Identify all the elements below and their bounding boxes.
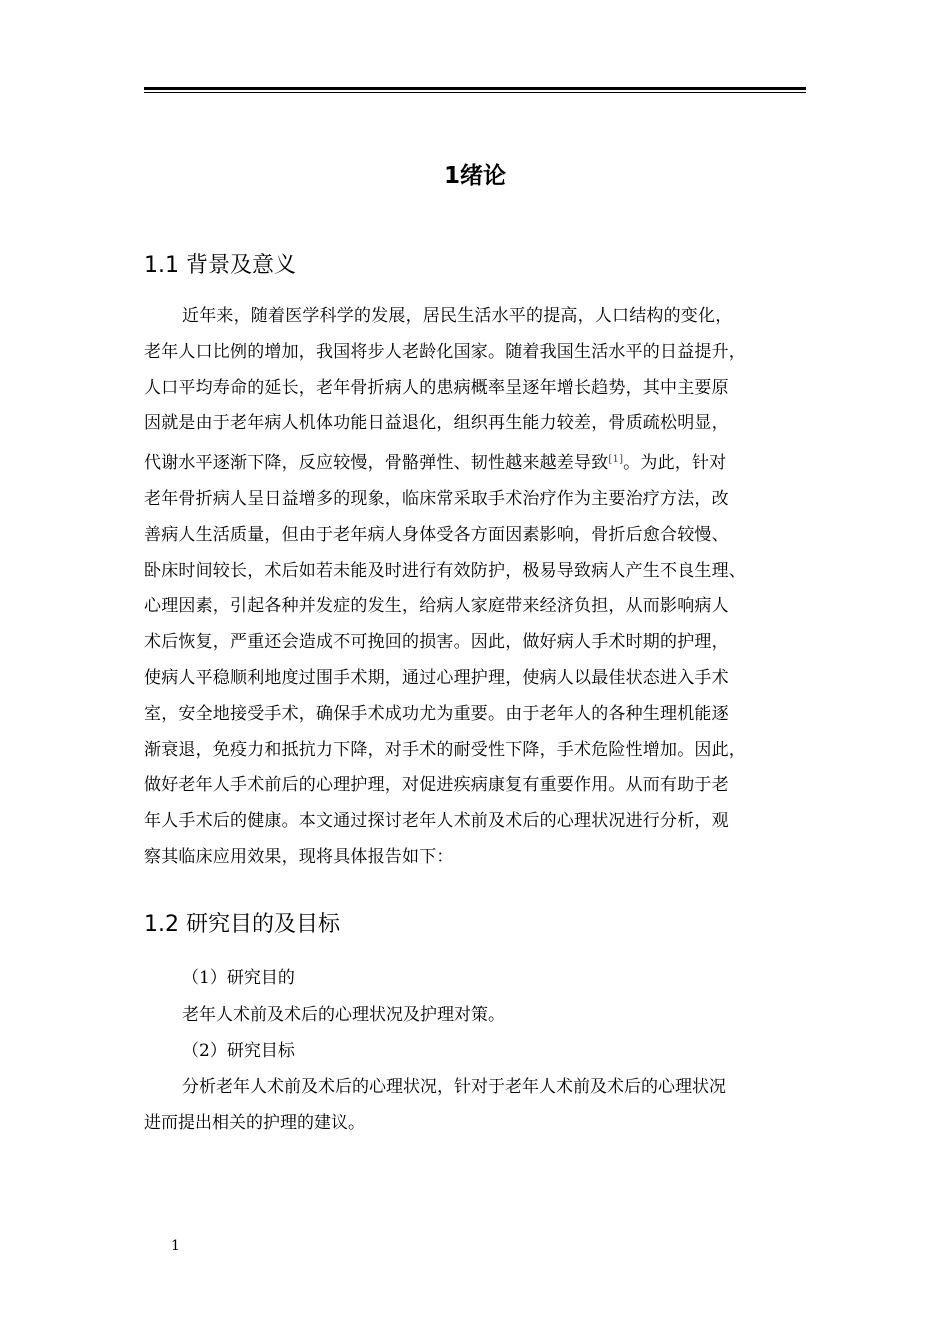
paragraph-line: 人口平均寿命的延长，老年骨折病人的患病概率呈逐年增长趋势，其中主要原: [144, 377, 729, 398]
item-2-text-line-2: 进而提出相关的护理的建议。: [144, 1113, 365, 1133]
header-rule-thick: [144, 87, 806, 90]
chapter-title: 1绪论: [443, 163, 506, 189]
paragraph-line: 室，安全地接受手术，确保手术成功尤为重要。由于老年人的各种生理机能逐: [144, 703, 729, 724]
section-1-paragraph: [144, 299, 810, 876]
paragraph-line: 使病人平稳顺利地度过围手术期，通过心理护理，使病人以最佳状态进入手术: [144, 667, 729, 688]
page-number: 1: [171, 1238, 180, 1254]
item-1-label: （1）研究目的: [182, 968, 295, 988]
item-1-text: 老年人术前及术后的心理状况及护理对策。: [182, 1005, 505, 1025]
paragraph-text: 代谢水平逐渐下降，反应较慢，骨骼弹性、韧性越来越差导致: [144, 453, 609, 474]
paragraph-text: 。为此，针对: [623, 453, 727, 474]
paragraph-line: 老年骨折病人呈日益增多的现象，临床常采取手术治疗作为主要治疗方法，改: [144, 488, 729, 509]
paragraph-line-with-citation: [144, 442, 810, 482]
paragraph-line: 心理因素，引起各种并发症的发生，给病人家庭带来经济负担，从而影响病人: [144, 596, 729, 617]
header-rule-thin: [144, 92, 806, 93]
section-heading-goals: 1.2 研究目的及目标: [144, 912, 340, 937]
paragraph-line: 卧床时间较长，术后如若未能及时进行有效防护，极易导致病人产生不良生理、: [144, 560, 746, 581]
paragraph-line: 渐衰退，免疫力和抵抗力下降，对手术的耐受性下降，手术危险性增加。因此，: [144, 739, 746, 760]
paragraph-line: 年人手术后的健康。本文通过探讨老年人术前及术后的心理状况进行分析，观: [144, 811, 729, 832]
item-2-text-line-1: 分析老年人术前及术后的心理状况，针对于老年人术前及术后的心理状况: [182, 1077, 726, 1097]
paragraph-line: 因就是由于老年病人机体功能日益退化，组织再生能力较差，骨质疏松明显，: [144, 413, 729, 434]
item-2-label: （2）研究目标: [182, 1041, 295, 1061]
paragraph-line: 术后恢复，严重还会造成不可挽回的损害。因此，做好病人手术时期的护理，: [144, 632, 729, 653]
paragraph-line: 老年人口比例的增加，我国将步人老龄化国家。随着我国生活水平的日益提升，: [144, 341, 746, 362]
paragraph-line: 做好老年人手术前后的心理护理，对促进疾病康复有重要作用。从而有助于老: [144, 775, 729, 796]
section-heading-background: 1.1 背景及意义: [144, 253, 296, 278]
paragraph-line: 近年来，随着医学科学的发展，居民生活水平的提高，人口结构的变化，: [182, 306, 733, 326]
paragraph-line: 善病人生活质量，但由于老年病人身体受各方面因素影响，骨折后愈合较慢、: [144, 524, 729, 545]
paragraph-line: 察其临床应用效果，现将具体报告如下：: [144, 846, 454, 867]
citation-reference[interactable]: [1]: [608, 454, 624, 466]
